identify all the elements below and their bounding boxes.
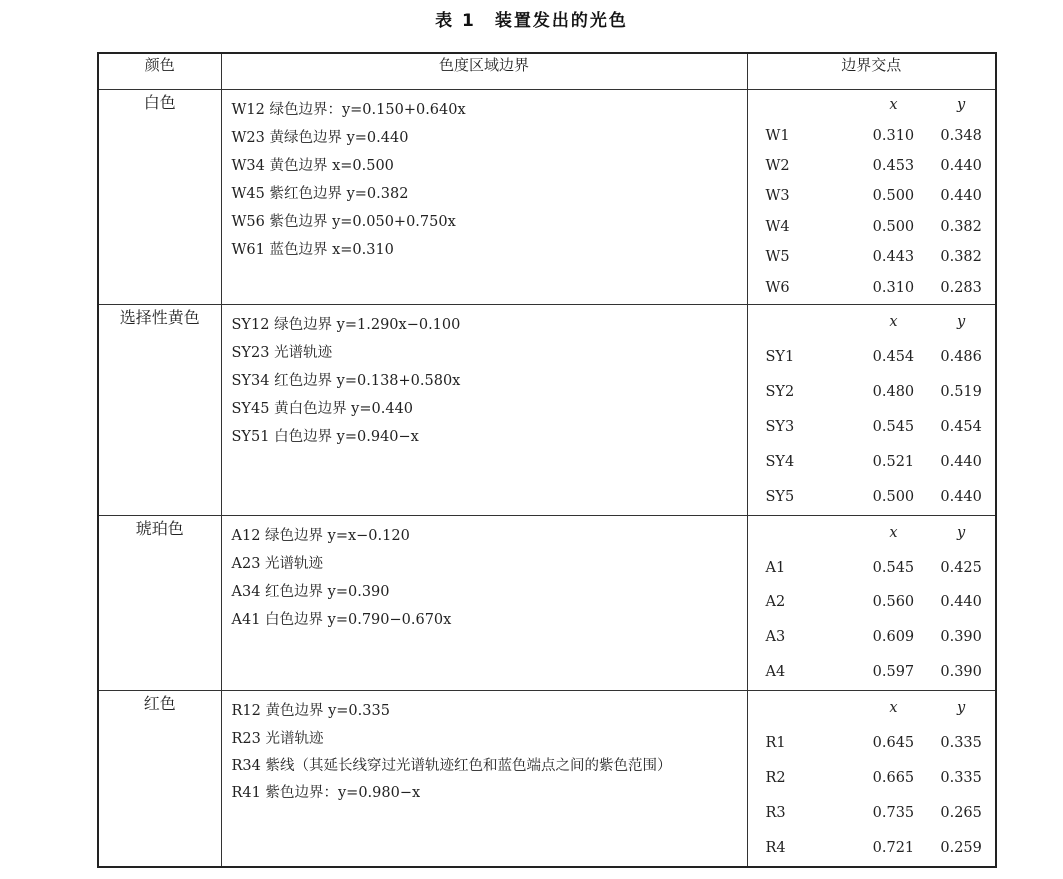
point-x: 0.310 bbox=[872, 127, 915, 144]
point-x: 0.735 bbox=[872, 804, 915, 821]
boundary-line: R23 光谱轨迹 bbox=[231, 731, 324, 747]
bounds-cell bbox=[221, 516, 747, 691]
point-x: 0.521 bbox=[872, 453, 915, 470]
point-x: 0.500 bbox=[872, 218, 915, 235]
point-name: SY4 bbox=[765, 453, 795, 470]
point-y: 0.382 bbox=[940, 249, 982, 266]
point-y: 0.440 bbox=[940, 188, 982, 205]
point-y: 0.335 bbox=[940, 735, 982, 752]
point-x: 0.310 bbox=[872, 279, 915, 296]
header-points: 边界交点 bbox=[747, 53, 996, 90]
points-subtable bbox=[748, 691, 996, 865]
point-y: 0.348 bbox=[940, 127, 982, 144]
boundary-line: SY45 黄白色边界 y=0.440 bbox=[231, 401, 414, 417]
point-y: 0.440 bbox=[940, 453, 982, 470]
point-x: 0.545 bbox=[872, 418, 915, 435]
point-y: 0.335 bbox=[940, 769, 982, 786]
point-name: SY1 bbox=[765, 349, 795, 366]
point-y: 0.265 bbox=[940, 804, 982, 821]
boundary-line: W12 绿色边界：y=0.150+0.640x bbox=[231, 102, 466, 118]
point-x: 0.443 bbox=[872, 249, 915, 266]
boundary-line: R41 紫色边界：y=0.980−x bbox=[231, 785, 421, 801]
point-y: 0.259 bbox=[940, 839, 982, 856]
point-name: A3 bbox=[765, 629, 786, 646]
point-y: 0.283 bbox=[940, 279, 982, 296]
points-subtable bbox=[748, 516, 996, 689]
point-name: W6 bbox=[765, 279, 790, 296]
point-name: W5 bbox=[765, 249, 790, 266]
point-x: 0.645 bbox=[872, 735, 915, 752]
point-name: A1 bbox=[765, 559, 786, 576]
point-name: W1 bbox=[765, 127, 790, 144]
point-name: SY3 bbox=[765, 418, 795, 435]
point-y: 0.390 bbox=[940, 629, 982, 646]
points-cell bbox=[747, 90, 996, 305]
point-x: 0.454 bbox=[872, 349, 915, 366]
boundary-line: W56 紫色边界 y=0.050+0.750x bbox=[231, 214, 456, 230]
boundary-line: SY23 光谱轨迹 bbox=[231, 345, 333, 361]
point-name: SY2 bbox=[765, 384, 795, 401]
axis-y-label: y bbox=[957, 97, 966, 114]
point-name: R3 bbox=[765, 804, 786, 821]
points-subtable bbox=[748, 305, 996, 514]
boundary-line: A23 光谱轨迹 bbox=[231, 556, 324, 572]
boundary-line: W61 蓝色边界 x=0.310 bbox=[231, 242, 394, 258]
axis-x-label: x bbox=[889, 700, 898, 717]
table-title: 表 1 装置发出的光色 bbox=[435, 11, 628, 31]
point-x: 0.453 bbox=[872, 158, 915, 175]
point-y: 0.440 bbox=[940, 594, 982, 611]
point-y: 0.390 bbox=[940, 663, 982, 680]
point-x: 0.597 bbox=[872, 663, 915, 680]
point-x: 0.500 bbox=[872, 188, 915, 205]
table-row bbox=[98, 90, 996, 305]
point-name: W3 bbox=[765, 188, 790, 205]
table-row bbox=[98, 516, 996, 691]
boundary-line: W45 紫红色边界 y=0.382 bbox=[231, 186, 409, 202]
point-y: 0.425 bbox=[940, 559, 982, 576]
point-name: SY5 bbox=[765, 488, 795, 505]
boundary-line: W23 黄绿色边界 y=0.440 bbox=[231, 130, 409, 146]
point-x: 0.609 bbox=[872, 629, 915, 646]
point-name: R4 bbox=[765, 839, 786, 856]
color-cell: 琥珀色 bbox=[98, 516, 221, 691]
point-y: 0.440 bbox=[940, 488, 982, 505]
point-x: 0.560 bbox=[872, 594, 915, 611]
axis-x-label: x bbox=[889, 525, 898, 542]
point-x: 0.665 bbox=[872, 769, 915, 786]
light-color-table bbox=[97, 52, 997, 868]
point-x: 0.480 bbox=[872, 384, 915, 401]
boundary-line: SY12 绿色边界 y=1.290x−0.100 bbox=[231, 317, 461, 333]
color-cell: 红色 bbox=[98, 691, 221, 867]
boundary-line: SY34 红色边界 y=0.138+0.580x bbox=[231, 373, 461, 389]
boundary-line: A12 绿色边界 y=x−0.120 bbox=[231, 528, 410, 544]
boundary-line: A41 白色边界 y=0.790−0.670x bbox=[231, 612, 452, 628]
axis-x-label: x bbox=[889, 97, 898, 114]
point-name: A2 bbox=[765, 594, 786, 611]
point-y: 0.382 bbox=[940, 218, 982, 235]
point-y: 0.440 bbox=[940, 158, 982, 175]
point-y: 0.519 bbox=[940, 384, 982, 401]
point-x: 0.500 bbox=[872, 488, 915, 505]
header-region: 色度区域边界 bbox=[221, 53, 747, 90]
bounds-cell bbox=[221, 305, 747, 516]
points-cell bbox=[747, 691, 996, 867]
point-y: 0.486 bbox=[940, 349, 982, 366]
header-color: 颜色 bbox=[98, 53, 221, 90]
boundary-line: R12 黄色边界 y=0.335 bbox=[231, 703, 390, 719]
points-subtable bbox=[748, 90, 996, 303]
axis-x-label: x bbox=[889, 314, 898, 331]
axis-y-label: y bbox=[957, 700, 966, 717]
table-row bbox=[98, 691, 996, 867]
boundary-line: R34 紫线（其延长线穿过光谱轨迹红色和蓝色端点之间的紫色范围） bbox=[231, 758, 672, 774]
axis-y-label: y bbox=[957, 314, 966, 331]
point-name: W4 bbox=[765, 218, 790, 235]
point-name: R1 bbox=[765, 735, 786, 752]
point-x: 0.545 bbox=[872, 559, 915, 576]
axis-y-label: y bbox=[957, 525, 966, 542]
color-cell: 白色 bbox=[98, 90, 221, 305]
point-name: R2 bbox=[765, 769, 786, 786]
point-x: 0.721 bbox=[872, 839, 915, 856]
boundary-line: W34 黄色边界 x=0.500 bbox=[231, 158, 394, 174]
boundary-line: SY51 白色边界 y=0.940−x bbox=[231, 429, 419, 445]
point-name: W2 bbox=[765, 158, 790, 175]
points-cell bbox=[747, 516, 996, 691]
boundary-line: A34 红色边界 y=0.390 bbox=[231, 584, 390, 600]
bounds-cell bbox=[221, 90, 747, 305]
bounds-cell bbox=[221, 691, 747, 867]
color-cell: 选择性黄色 bbox=[98, 305, 221, 516]
table-row bbox=[98, 305, 996, 516]
point-name: A4 bbox=[765, 663, 786, 680]
point-y: 0.454 bbox=[940, 418, 982, 435]
points-cell bbox=[747, 305, 996, 516]
